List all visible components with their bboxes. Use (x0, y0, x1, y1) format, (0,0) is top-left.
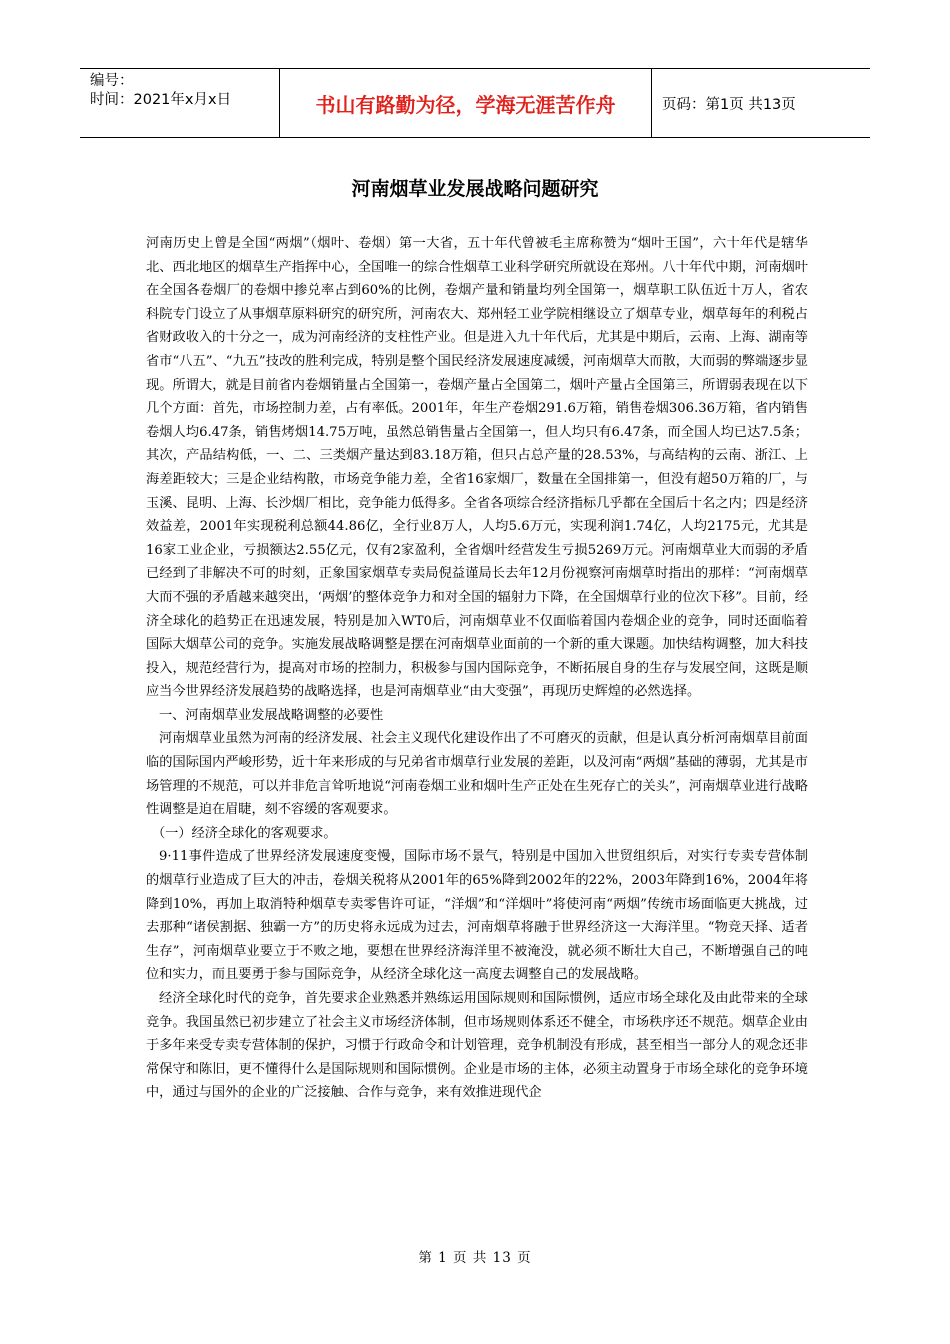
document-title: 河南烟草业发展战略问题研究 (351, 178, 599, 200)
paragraph-globalization: 9·11事件造成了世界经济发展速度变慢，国际市场不景气，特别是中国加入世贸组织后，对实行专卖专营体制的烟草行业造成了巨大的冲击，卷烟关税将从2001年的65%降到2002年的22%，2003年降到16%，2004年将降到10%，再加上取消特种烟草专卖零售许可证，“洋烟”和“洋烟叶”将使河南“两烟”传统市场面临更大挑战，过去那种“诸侯割据、独霸一方”的历史将永远成为过去，河南烟草将融于世界经济这一大海洋里。“物竞天择、适者生存”，河南烟草业要立于不败之地，要想在世界经济海洋里不被淹没，就必须不断壮大自己，不断增强自己的吨位和实力，而且要勇于参与国际竞争，从经济全球化这一高度去调整自己的发展战略。 (146, 849, 808, 983)
header-meta (80, 69, 280, 137)
paragraph-intro: 河南历史上曾是全国“两烟”（烟叶、卷烟）第一大省，五十年代曾被毛主席称赞为“烟叶王国”，六十年代是辖华北、西北地区的烟草生产指挥中心，全国唯一的综合性烟草工业科学研究所就设在郑州。八十年代中期，河南烟叶在全国各卷烟厂的卷烟中掺兑率占到60%的比例，卷烟产量和销量均列全国第一，烟草职工队伍近十万人，省农科院专门设立了从事烟草原料研究的研究所，河南农大、郑州轻工业学院相继设立了烟草专业，烟草每年的利税占省财政收入的十分之一，成为河南经济的支柱性产业。但是进入九十年代后，尤其是中期后，云南、上海、湖南等省市“八五”、“九五”技改的胜利完成，特别是整个国民经济发展速度减缓，河南烟草大而散，大而弱的弊端逐步显现。所谓大，就是目前省内卷烟销量占全国第一，卷烟产量占全国第二，烟叶产量占全国第三，所谓弱表现在以下几个方面：首先，市场控制力差，占有率低。2001年，年生产卷烟291.6万箱，销售卷烟306.36万箱，省内销售卷烟人均6.47条，销售烤烟14.75万吨，虽然总销售量占全国第一，但人均只有6.47条，而全国人均已达7.5条；其次，产品结构低，一、二、三类烟产量达到83.18万箱，但只占总产量的28.53%，与高结构的云南、浙江、上海差距较大；三是企业结构散，市场竞争能力差，全省16家烟厂，数量在全国排第一，但没有超50万箱的厂，与玉溪、昆明、上海、长沙烟厂相比，竞争能力低得多。全省各项综合经济指标几乎都在全国后十名之内；四是经济效益差，2001年实现税利总额44.86亿，全行业8万人，人均5.6万元，实现利润1.74亿，人均2175元，尤其是16家工业企业，亏损额达2.55亿元，仅有2家盈利，全省烟叶经营发生亏损5269万元。河南烟草业大而弱的矛盾已经到了非解决不可的时刻，正象国家烟草专卖局倪益谨局长去年12月份视察河南烟草时指出的那样：“河南烟草大而不强的矛盾越来越突出，‘两烟’的整体竞争力和对全国的辐射力下降，在全国烟草行业的位次下移”。目前，经济全球化的趋势正在迅速发展，特别是加入WT0后，河南烟草业不仅面临着国内卷烟企业的竞争，同时还面临着国际大烟草公司的竞争。实施发展战略调整是摆在河南烟草业面前的一个新的重大课题。加快结构调整，加大科技投入，规范经营行为，提高对市场的控制力，积极参与国内国际竞争，不断拓展自身的生存与发展空间，这既是顺应当今世界经济发展趋势的战略选择，也是河南烟草业“由大变强”，再现历史辉煌的必然选择。 (146, 236, 808, 700)
doc-number-label: 编号： (90, 73, 134, 89)
paragraph-necessity: 河南烟草业虽然为河南的经济发展、社会主义现代化建设作出了不可磨灭的贡献，但是认真分析河南烟草目前面临的国际国内严峻形势，近十年来形成的与兄弟省市烟草行业发展的差距，以及河南“两烟”基础的薄弱，尤其是市场管理的不规范，可以并非危言耸听地说“河南卷烟工业和烟叶生产正处在生死存亡的关头”，河南烟草业进行战略性调整是迫在眉睫，刻不容缓的客观要求。 (146, 731, 808, 818)
date-line: 时间：2021年x月x日 (90, 92, 232, 108)
header-motto: 书山有路勤为径，学海无涯苦作舟 (280, 69, 652, 137)
page-footer: 第 1 页 共 13 页 (418, 1250, 532, 1266)
page-header (80, 68, 870, 138)
section-heading-1: 一、河南烟草业发展战略调整的必要性 (159, 707, 384, 723)
document-body (146, 232, 808, 1105)
paragraph-competition: 经济全球化时代的竞争，首先要求企业熟悉并熟练运用国际规则和国际惯例，适应市场全球化及由此带来的全球竞争。我国虽然已初步建立了社会主义市场经济体制，但市场规则体系还不健全，市场秩序还不规范。烟草企业由于多年来受专卖专营体制的保护，习惯于行政命令和计划管理，竞争机制没有形成，甚至相当一部分人的观念还非常保守和陈旧，更不懂得什么是国际规则和国际惯例。企业是市场的主体，必须主动置身于市场全球化的竞争环境中，通过与国外的企业的广泛接触、合作与竞争，来有效推进现代企 (146, 991, 808, 1101)
subsection-heading-1: （一）经济全球化的客观要求。 (152, 825, 337, 841)
header-page-info: 页码：第1页 共13页 (662, 96, 796, 113)
